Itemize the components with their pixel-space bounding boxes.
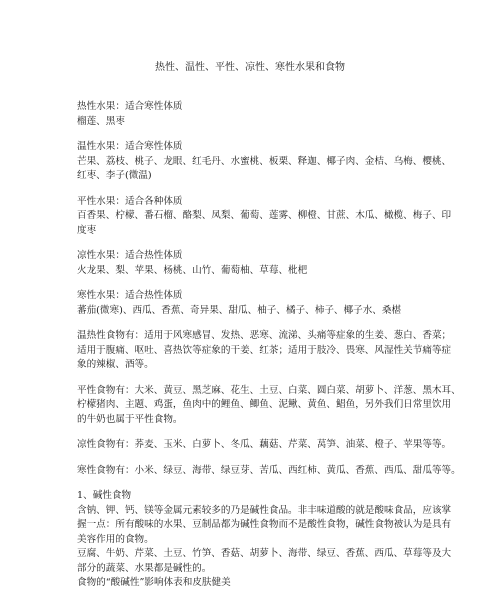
text-line: 平性食物有：大米、黄豆、黑芝麻、花生、土豆、白菜、圆白菜、胡萝卜、洋葱、黑木耳、 [77, 384, 461, 396]
text-line: 热性水果：适合寒性体质 [77, 101, 183, 112]
text-line: 百香果、柠檬、番石榴、酪梨、凤梨、葡萄、莲雾、柳橙、甘蔗、木瓜、橄榄、梅子、印 [77, 210, 452, 221]
paragraph-hot-fruits [77, 100, 433, 129]
text-line: 寒性水果：适合热性体质 [77, 290, 183, 301]
text-line: 握一点：所有酸味的水果、豆制品都为碱性食物而不是酸性食物，碱性食物被认为是具有 [77, 519, 452, 530]
text-line: 凉性食物有：荞麦、玉米、白萝卜、冬瓜、藕菇、芹菜、莴笋、油菜、橙子、苹果等等。 [77, 439, 452, 450]
paragraph-cold-fruits [77, 289, 433, 318]
text-line: 温性水果：适合寒性体质 [77, 141, 183, 152]
text-line: 火龙果、梨、苹果、杨桃、山竹、葡萄柚、草莓、枇杷 [77, 264, 308, 276]
paragraph-warm-hot-foods [77, 329, 452, 373]
text-line: 部分的蔬菜、水果都是碱性的。 [77, 562, 212, 574]
paragraph-neutral-foods [77, 384, 461, 428]
text-line: 度枣 [77, 224, 97, 236]
document-body [77, 100, 461, 591]
text-line: 温热性食物有：适用于风寒感冒、发热、恶寒、流涕、头痛等症象的生姜、葱白、香菜； [77, 330, 452, 341]
paragraph-cold-foods [77, 464, 461, 479]
section-heading: 1、碱性食物 [77, 490, 132, 501]
text-line: 豆腐、牛奶、芹菜、土豆、竹笋、香菇、胡萝卜、海带、绿豆、香蕉、西瓜、草莓等及大 [77, 548, 452, 559]
text-line: 芒果、荔枝、桃子、龙眼、红毛丹、水蜜桃、板栗、释迦、椰子肉、金桔、乌梅、樱桃、 [77, 155, 452, 167]
text-line: 食物的“酸碱性”影响体表和皮肤健美 [77, 577, 231, 588]
text-line: 红枣、李子(微温) [77, 170, 152, 181]
text-line: 柠檬猪肉、主题、鸡蛋，鱼肉中的鲤鱼、鲫鱼、泥鳅、黄鱼、鲳鱼，另外我们日常里饮用 [77, 399, 452, 410]
document-title: 热性、温性、平性、凉性、寒性水果和食物 [155, 62, 345, 73]
text-line: 适用于腹痛、呕吐、喜热饮等症象的干姜、红茶；适用于肢冷、畏寒、风湿性关节痛等症 [77, 344, 452, 356]
paragraph-cool-fruits [77, 249, 433, 278]
paragraph-warm-fruits [77, 140, 452, 184]
text-line: 象的辣椒、酒等。 [77, 359, 154, 370]
text-line: 含钠、钾、钙、镁等金属元素较多的乃是碱性食品。非丰味道酸的就是酸味食品，应该掌 [77, 504, 452, 516]
text-line: 的牛奶也属于平性食物。 [77, 413, 183, 425]
text-line: 平性水果：适合各种体质 [77, 195, 183, 207]
paragraph-neutral-fruits [77, 195, 452, 239]
text-line: 美容作用的食物。 [77, 533, 154, 545]
text-line: 榴莲、黑枣 [77, 115, 125, 127]
text-line: 蕃茄(微寒)、西瓜、香蕉、奇异果、甜瓜、柚子、橘子、柿子、椰子水、桑椹 [77, 304, 402, 316]
paragraph-cool-foods [77, 438, 452, 453]
paragraph-alkaline-foods [77, 489, 452, 591]
text-line: 寒性食物有：小米、绿豆、海带、绿豆芽、苦瓜、西红柿、黄瓜、香蕉、西瓜、甜瓜等等。 [77, 464, 461, 476]
text-line: 凉性水果：适合热性体质 [77, 250, 183, 261]
